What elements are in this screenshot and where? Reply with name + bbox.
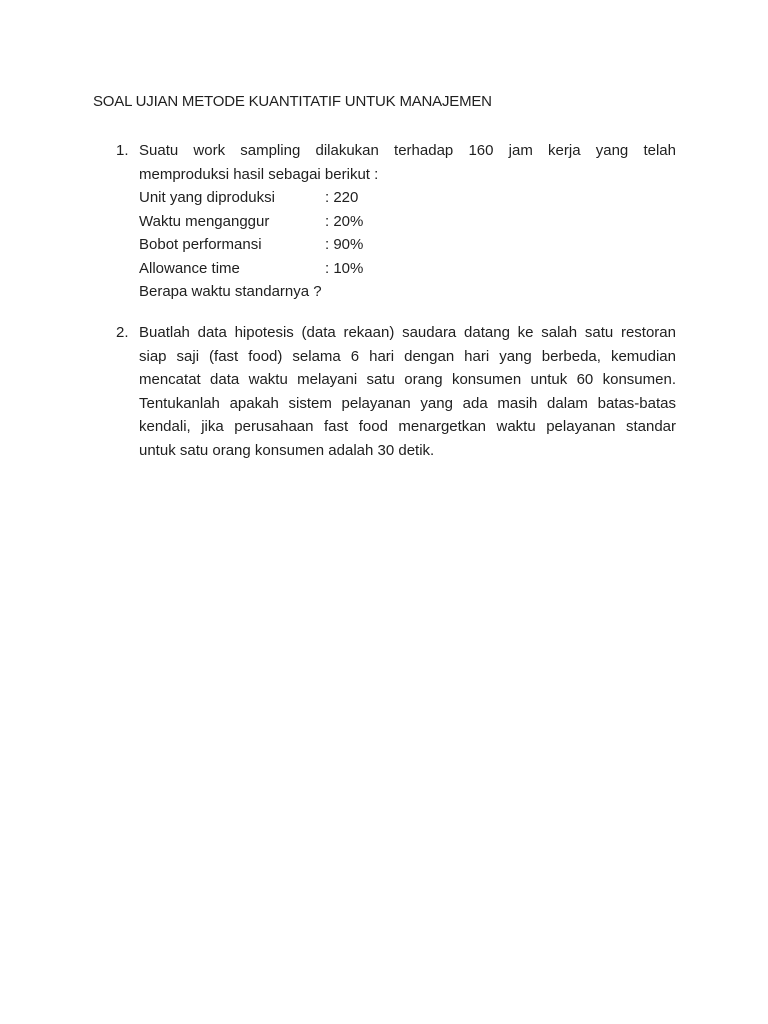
- data-label: Allowance time: [139, 259, 240, 277]
- data-row-performance: [139, 233, 676, 257]
- data-label: Waktu menganggur: [139, 212, 270, 230]
- question-line: Tentukanlah apakah sistem pelayanan yang ada masih dalam batas-batas: [139, 394, 676, 412]
- data-row-units: [139, 186, 676, 210]
- data-label: Bobot performansi: [139, 236, 262, 253]
- document-title: SOAL UJIAN METODE KUANTITATIF UNTUK MANAJEMEN: [93, 93, 492, 110]
- data-value: : 10%: [325, 259, 364, 277]
- question-number: 1.: [116, 142, 129, 159]
- question-line: Suatu work sampling dilakukan terhadap 160 jam kerja yang telah: [139, 142, 676, 159]
- data-value: : 90%: [325, 236, 364, 253]
- question-line: memproduksi hasil sebagai berikut :: [139, 165, 379, 183]
- question-number: 2.: [116, 324, 129, 341]
- question-line: Buatlah data hipotesis (data rekaan) saudara datang ke salah satu restoran: [139, 324, 676, 341]
- question-line: siap saji (fast food) selama 6 hari dengan hari yang berbeda, kemudian: [139, 347, 676, 365]
- question-prompt: Berapa waktu standarnya ?: [139, 283, 322, 300]
- data-row-idle-time: [139, 210, 676, 234]
- data-row-allowance: [139, 257, 676, 281]
- data-value: : 20%: [325, 212, 364, 230]
- question-body: [139, 321, 676, 462]
- data-label: Unit yang diproduksi: [139, 189, 275, 206]
- data-value: : 220: [325, 189, 359, 206]
- question-line: untuk satu orang konsumen adalah 30 detik.: [139, 441, 435, 459]
- question-line: mencatat data waktu melayani satu orang konsumen untuk 60 konsumen.: [139, 371, 676, 388]
- question-body: [139, 139, 676, 304]
- question-line: kendali, jika perusahaan fast food menargetkan waktu pelayanan standar: [139, 418, 676, 435]
